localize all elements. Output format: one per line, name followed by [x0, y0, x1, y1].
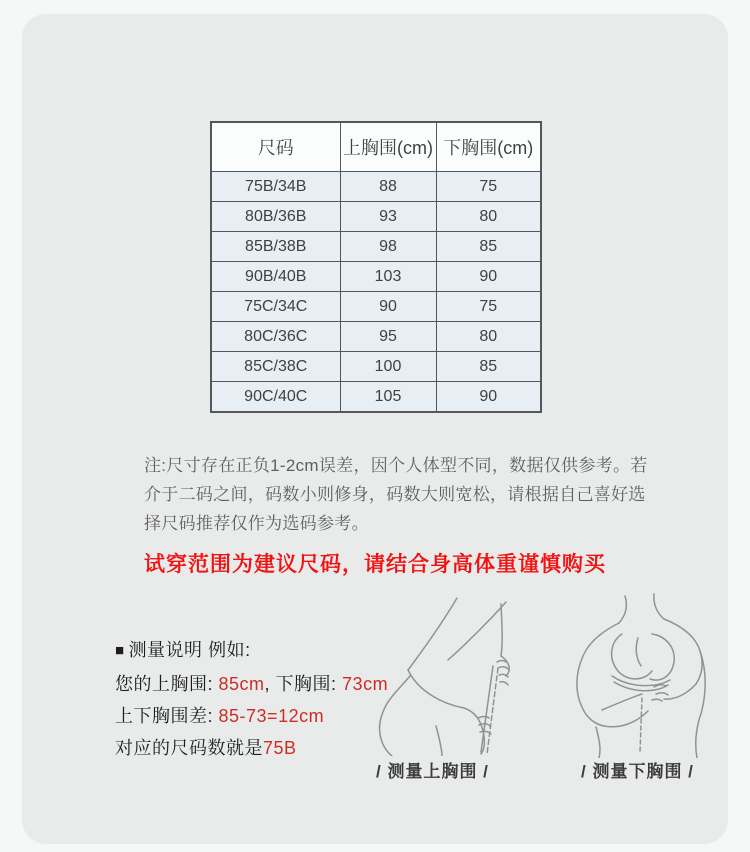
size-chart-card [22, 14, 728, 844]
table-cell: 85B/38B [211, 232, 340, 262]
table-row [211, 232, 541, 262]
table-cell: 90 [340, 292, 436, 322]
table-cell: 85 [436, 352, 541, 382]
measure-diff-line [115, 700, 388, 732]
center-dashed-line [640, 698, 642, 752]
table-cell: 80C/36C [211, 322, 340, 352]
table-cell: 90 [436, 382, 541, 413]
measure-title: 测量说明 例如: [128, 640, 251, 660]
table-cell: 98 [340, 232, 436, 262]
table-cell: 100 [340, 352, 436, 382]
table-cell: 80B/36B [211, 202, 340, 232]
table-cell: 95 [340, 322, 436, 352]
table-cell: 103 [340, 262, 436, 292]
under-bust-value: 73cm [342, 674, 389, 694]
upper-bust-label: 您的上胸围: [115, 674, 219, 694]
under-bust-figure-illustration [568, 592, 728, 758]
table-cell: 80 [436, 202, 541, 232]
size-table-body [211, 172, 541, 413]
table-cell: 90C/40C [211, 382, 340, 413]
upper-bust-value: 85cm [218, 674, 265, 694]
measure-title-line [115, 634, 388, 668]
table-row [211, 202, 541, 232]
square-bullet-icon: ■ [115, 642, 125, 659]
measuring-tape-dashed-line [487, 668, 498, 754]
under-bust-label: , 下胸围: [264, 674, 343, 694]
table-row [211, 292, 541, 322]
header-cell-upper-bust: 上胸围(cm) [340, 122, 436, 172]
result-size-label: 对应的尺码数就是 [115, 738, 263, 758]
size-note-text: 注:尺寸存在正负1-2cm误差，因个人体型不同，数据仅供参考。若介于二码之间，码数小则修身，码数大则宽松，请根据自己喜好选择尺码推荐仅作为选码参考。 [144, 456, 648, 533]
fit-warning-text: 试穿范围为建议尺码，请结合身高体重谨慎购买 [144, 553, 606, 576]
table-cell: 90B/40B [211, 262, 340, 292]
table-row [211, 322, 541, 352]
table-cell: 88 [340, 172, 436, 202]
table-cell: 75B/34B [211, 172, 340, 202]
table-header-row [211, 122, 541, 172]
result-size-value: 75B [263, 738, 297, 758]
measuring-tape-line [481, 666, 493, 752]
header-cell-under-bust: 下胸围(cm) [436, 122, 541, 172]
table-row [211, 172, 541, 202]
caption-measure-under-bust: / 测量下胸围 / [581, 762, 694, 781]
caption-measure-upper-bust: / 测量上胸围 / [376, 762, 489, 781]
measure-example-line [115, 668, 388, 700]
table-row [211, 352, 541, 382]
table-cell: 85 [436, 232, 541, 262]
bust-diff-label: 上下胸围差: [115, 706, 219, 726]
size-table [210, 121, 542, 413]
table-cell: 85C/38C [211, 352, 340, 382]
table-cell: 80 [436, 322, 541, 352]
table-cell: 93 [340, 202, 436, 232]
header-cell-size: 尺码 [211, 122, 340, 172]
table-cell: 75C/34C [211, 292, 340, 322]
measure-instructions [115, 634, 388, 764]
table-cell: 75 [436, 172, 541, 202]
table-row [211, 262, 541, 292]
table-cell: 105 [340, 382, 436, 413]
upper-bust-figure-illustration [360, 594, 522, 756]
table-cell: 90 [436, 262, 541, 292]
measure-result-line [115, 732, 388, 764]
bust-diff-value: 85-73=12cm [218, 706, 325, 726]
table-cell: 75 [436, 292, 541, 322]
table-row [211, 382, 541, 413]
